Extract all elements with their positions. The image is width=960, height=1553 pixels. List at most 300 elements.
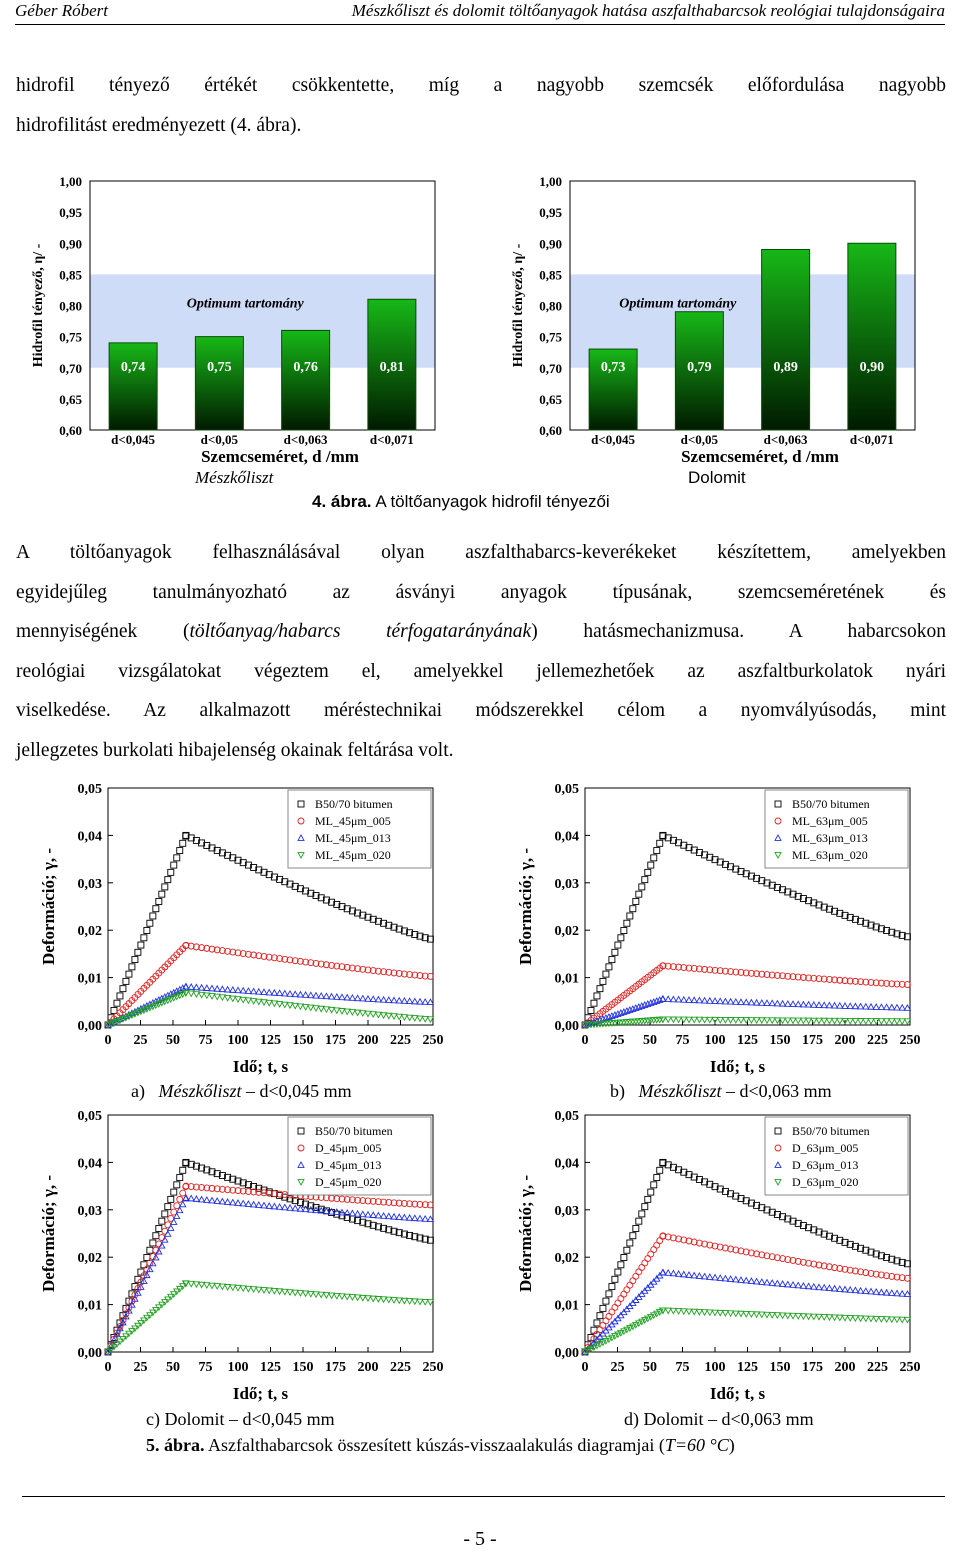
x-axis-label: Idő; t, s [232, 1057, 289, 1076]
x-tick-label: 0 [104, 1360, 112, 1375]
data-point [355, 995, 361, 1000]
data-point [642, 1204, 648, 1210]
data-point [863, 1288, 869, 1293]
fig5-sublabel-c: c) Dolomit – d<0,045 mm [146, 1409, 335, 1429]
body-line-2: egyidejűleg tanulmányozható az ásványi anyagok típusának, szemcseméretének és [16, 581, 946, 603]
fig5-caption-close: ) [728, 1435, 735, 1455]
x-tick-label: 25 [610, 1360, 625, 1375]
data-point [162, 884, 168, 890]
data-point [153, 906, 159, 912]
data-point [639, 1211, 645, 1217]
data-point [230, 987, 236, 992]
data-point [712, 1275, 718, 1280]
data-point [790, 1018, 796, 1023]
data-point [800, 1002, 806, 1007]
data-point [702, 998, 708, 1003]
intro-line-2: hidrofilitást eredményezett (4. ábra). [16, 114, 302, 136]
y-tick-label: 0,05 [554, 782, 579, 797]
data-point [743, 1018, 749, 1023]
data-point [651, 1182, 657, 1188]
data-point [240, 1201, 246, 1206]
data-point [618, 1262, 624, 1268]
data-point [174, 1182, 180, 1188]
legend-entry: D_63μm_013 [792, 1158, 859, 1172]
data-point [401, 1214, 407, 1219]
data-point [769, 1000, 775, 1005]
x-tick-label: 75 [198, 1033, 213, 1048]
y-tick-label: 0,60 [539, 423, 562, 438]
sub-b-letter: b) [610, 1081, 625, 1101]
legend-entry: B50/70 bitumen [792, 1124, 870, 1138]
data-point [648, 862, 654, 868]
bar-value-label: 0,89 [773, 359, 798, 375]
data-point [676, 1017, 682, 1022]
page-number: - 5 - [463, 1528, 497, 1550]
y-tick-label: 0,01 [77, 971, 102, 987]
data-point [816, 1284, 822, 1289]
data-point [884, 1290, 890, 1295]
data-point [624, 1247, 630, 1253]
x-category-label: d<0,05 [200, 432, 239, 447]
data-point [722, 998, 728, 1003]
data-point [816, 1018, 822, 1023]
data-point [868, 1004, 874, 1009]
chart-hydrophil-dolomit [500, 165, 950, 465]
data-point [691, 1273, 697, 1278]
data-point [636, 891, 642, 897]
data-point [627, 1282, 633, 1288]
data-point [852, 1287, 858, 1292]
data-point [422, 999, 428, 1004]
data-point [657, 1167, 663, 1173]
legend-entry: D_45μm_020 [315, 1175, 382, 1189]
x-tick-label: 75 [675, 1033, 690, 1048]
data-point [165, 877, 171, 883]
fig5-caption-label: 5. ábra. [146, 1435, 205, 1455]
data-point [135, 949, 141, 955]
data-point [837, 1286, 843, 1291]
data-point [754, 1279, 760, 1284]
bar-value-label: 0,73 [600, 359, 626, 375]
data-point [612, 1276, 618, 1282]
data-point [396, 998, 402, 1003]
x-category-label: d<0,063 [283, 432, 328, 447]
data-point [159, 891, 165, 897]
data-point [717, 998, 723, 1003]
sub-a-material: Mészkőliszt [158, 1081, 242, 1101]
data-point [230, 1200, 236, 1205]
x-category-label: d<0,045 [111, 432, 156, 447]
chart-hydrophil-meszkoliszt [20, 165, 470, 465]
x-category-label: d<0,071 [849, 432, 894, 447]
data-point [769, 1280, 775, 1285]
data-point [171, 1189, 177, 1195]
fig4-sublabel-left: Mészkőliszt [195, 468, 274, 487]
data-point [621, 928, 627, 934]
data-point [180, 1167, 186, 1173]
data-point [349, 995, 355, 1000]
data-point [188, 1195, 194, 1200]
data-point [603, 971, 609, 977]
data-point [600, 978, 606, 984]
fig5-sublabel-d: d) Dolomit – d<0,063 mm [624, 1409, 814, 1429]
data-point [199, 985, 205, 990]
data-point [811, 1018, 817, 1023]
data-point [743, 1278, 749, 1283]
data-point [728, 1276, 734, 1281]
data-point [707, 1017, 713, 1022]
data-point [665, 1017, 671, 1022]
x-category-label: d<0,045 [591, 432, 636, 447]
data-point [873, 1004, 879, 1009]
sub-a-letter: a) [131, 1081, 145, 1101]
y-tick-label: 0,95 [59, 205, 82, 221]
data-point [165, 1204, 171, 1210]
y-tick-label: 0,00 [554, 1019, 579, 1034]
body-line-1: A töltőanyagok felhasználásával olyan aszfalthabarcs-keverékeket készítettem, amelyekben [16, 542, 946, 563]
fig4-caption-label: 4. ábra. [312, 492, 372, 511]
data-point [633, 1273, 639, 1279]
data-point [609, 1309, 615, 1315]
data-point [800, 1018, 806, 1023]
data-point [842, 1003, 848, 1008]
data-point [159, 1218, 165, 1224]
data-point [365, 1212, 371, 1217]
data-point [256, 1202, 262, 1207]
data-point [287, 1205, 293, 1210]
data-point [722, 1017, 728, 1022]
legend-entry: B50/70 bitumen [315, 797, 393, 811]
data-point [696, 1017, 702, 1022]
x-axis-label: Szemcseméret, d /mm [201, 447, 359, 465]
data-point [174, 855, 180, 861]
legend-entry: D_45μm_005 [315, 1141, 382, 1155]
data-point [132, 957, 138, 963]
data-point [785, 1001, 791, 1006]
data-point [606, 964, 612, 970]
data-point [360, 996, 366, 1001]
data-point [147, 1247, 153, 1253]
y-tick-label: 0,90 [539, 236, 562, 252]
data-point [266, 989, 272, 994]
data-point [344, 995, 350, 1000]
legend-entry: ML_63μm_005 [792, 814, 868, 828]
data-point [873, 1019, 879, 1024]
y-tick-label: 0,01 [77, 1298, 102, 1314]
x-category-label: d<0,05 [680, 432, 719, 447]
data-point [349, 1210, 355, 1215]
data-point [235, 987, 241, 992]
data-point [591, 1000, 597, 1006]
y-tick-label: 0,04 [77, 829, 102, 845]
data-point [123, 978, 129, 984]
data-point [171, 862, 177, 868]
data-point [594, 993, 600, 999]
data-point [621, 1291, 627, 1297]
data-point [821, 1285, 827, 1290]
fig4-caption [312, 492, 610, 512]
y-tick-label: 0,01 [554, 1298, 579, 1314]
data-point [639, 1264, 645, 1270]
data-point [733, 999, 739, 1004]
x-tick-label: 225 [867, 1360, 888, 1375]
data-point [606, 1291, 612, 1297]
data-point [375, 996, 381, 1001]
x-tick-label: 125 [260, 1360, 281, 1375]
y-tick-label: 0,65 [539, 391, 562, 407]
x-tick-label: 250 [422, 1033, 444, 1048]
x-tick-label: 100 [704, 1033, 726, 1048]
data-point [702, 1017, 708, 1022]
data-point [728, 1017, 734, 1022]
data-point [889, 1290, 895, 1295]
data-point [686, 1017, 692, 1022]
data-point [894, 1290, 900, 1295]
data-point [627, 1240, 633, 1246]
data-point [847, 1003, 853, 1008]
y-axis-label: Hidrofil tényező, η/ - [31, 243, 46, 368]
x-tick-label: 150 [769, 1033, 791, 1048]
data-point [764, 1280, 770, 1285]
data-point [878, 1004, 884, 1009]
data-point [180, 1190, 186, 1196]
y-axis-label: Deformáció; γ, - [516, 1175, 535, 1292]
y-tick-label: 0,03 [554, 876, 579, 892]
y-tick-label: 0,65 [59, 391, 82, 407]
y-tick-label: 0,04 [554, 1156, 579, 1172]
x-tick-label: 25 [133, 1360, 148, 1375]
bar [109, 343, 157, 430]
y-tick-label: 0,85 [59, 267, 82, 283]
data-point [657, 840, 663, 846]
data-point [642, 1260, 648, 1266]
x-tick-label: 200 [357, 1033, 379, 1048]
data-point [615, 1269, 621, 1275]
data-point [401, 998, 407, 1003]
data-point [811, 1002, 817, 1007]
y-tick-label: 0,05 [554, 1109, 579, 1124]
data-point [899, 1019, 905, 1024]
legend-entry: D_63μm_005 [792, 1141, 859, 1155]
data-point [391, 1214, 397, 1219]
data-point [654, 848, 660, 854]
data-point [826, 1002, 832, 1007]
data-point [899, 1005, 905, 1010]
data-point [832, 1286, 838, 1291]
data-point [842, 1286, 848, 1291]
chart-creep-b [515, 778, 927, 1080]
data-point [894, 1005, 900, 1010]
data-point [806, 1002, 812, 1007]
data-point [126, 971, 132, 977]
data-point [630, 1233, 636, 1239]
data-point [630, 906, 636, 912]
chart-creep-c [38, 1105, 450, 1407]
data-point [600, 1305, 606, 1311]
data-point [691, 997, 697, 1002]
data-point [645, 1256, 651, 1262]
data-point [780, 1281, 786, 1286]
data-point [147, 920, 153, 926]
data-point [129, 964, 135, 970]
data-point [826, 1018, 832, 1023]
x-axis-label: Szemcseméret, d /mm [681, 447, 839, 465]
bar [848, 243, 896, 430]
fig5-caption-text: Aszfalthabarcsok összesített kúszás-visszaalakulás diagramjai ( [204, 1435, 665, 1455]
x-tick-label: 175 [802, 1360, 823, 1375]
fig4-sublabel-right: Dolomit [688, 468, 746, 487]
data-point [117, 993, 123, 999]
body-paragraph [16, 533, 946, 771]
body-line-5: viselkedése. Az alkalmazott méréstechnikai módszerekkel célom a nyomvályúsodás, mint [16, 700, 946, 722]
data-point [795, 1018, 801, 1023]
header-title: Mészkőliszt és dolomit töltőanyagok hatása aszfalthabarcsok reológiai tulajdonságaira [351, 1, 945, 20]
data-point [696, 1273, 702, 1278]
x-tick-label: 150 [292, 1033, 314, 1048]
data-point [292, 1205, 298, 1210]
body-line-3a: mennyiségének ( [16, 621, 190, 643]
sub-a-size: – d<0,045 mm [241, 1081, 352, 1101]
data-point [177, 848, 183, 854]
data-point [204, 1197, 210, 1202]
data-point [303, 992, 309, 997]
data-point [171, 1219, 177, 1224]
data-point [209, 985, 215, 990]
x-axis-label: Idő; t, s [709, 1384, 766, 1403]
data-point [873, 1289, 879, 1294]
bar-value-label: 0,76 [293, 359, 318, 375]
data-point [365, 996, 371, 1001]
data-point [670, 996, 676, 1001]
x-tick-label: 50 [643, 1360, 657, 1375]
data-point [588, 1007, 594, 1013]
data-point [627, 913, 633, 919]
data-point [863, 1019, 869, 1024]
y-tick-label: 0,90 [59, 236, 82, 252]
legend-entry: ML_45μm_005 [315, 814, 391, 828]
body-line-3-italic: töltőanyag/habarcs térfogatarányának [189, 621, 532, 643]
data-point [308, 992, 314, 997]
data-point [245, 1201, 251, 1206]
data-point [800, 1283, 806, 1288]
data-point [738, 1277, 744, 1282]
data-point [686, 997, 692, 1002]
data-point [707, 998, 713, 1003]
data-point [618, 935, 624, 941]
y-tick-label: 0,02 [77, 924, 102, 940]
data-point [360, 1211, 366, 1216]
data-point [651, 1247, 657, 1253]
body-line-3c: ) hatásmechanizmusa. A habarcsokon [531, 621, 946, 643]
data-point [603, 1298, 609, 1304]
x-tick-label: 200 [834, 1033, 856, 1048]
data-point [214, 986, 220, 991]
data-point [759, 1279, 765, 1284]
y-tick-label: 0,01 [554, 971, 579, 987]
data-point [329, 994, 335, 999]
data-point [821, 1002, 827, 1007]
data-point [645, 869, 651, 875]
data-point [681, 997, 687, 1002]
legend-entry: ML_63μm_020 [792, 848, 868, 862]
x-tick-label: 100 [227, 1033, 249, 1048]
data-point [282, 1204, 288, 1209]
data-point [150, 913, 156, 919]
data-point [702, 1274, 708, 1279]
data-point [177, 1175, 183, 1181]
y-tick-label: 0,80 [539, 298, 562, 314]
x-tick-label: 200 [834, 1360, 856, 1375]
x-tick-label: 125 [260, 1033, 281, 1048]
data-point [816, 1002, 822, 1007]
data-point [339, 994, 345, 999]
data-point [600, 1322, 606, 1328]
y-tick-label: 0,03 [77, 876, 102, 892]
data-point [654, 1242, 660, 1248]
data-point [141, 935, 147, 941]
y-axis-label: Hidrofil tényező, η/ - [511, 243, 526, 368]
x-category-label: d<0,063 [763, 432, 808, 447]
data-point [292, 991, 298, 996]
data-point [733, 1018, 739, 1023]
x-tick-label: 50 [166, 1360, 180, 1375]
y-tick-label: 0,75 [539, 329, 562, 345]
data-point [612, 949, 618, 955]
data-point [138, 942, 144, 948]
data-point [245, 988, 251, 993]
x-tick-label: 175 [325, 1360, 346, 1375]
data-point [615, 1300, 621, 1306]
data-point [670, 1017, 676, 1022]
data-point [180, 840, 186, 846]
x-tick-label: 250 [422, 1360, 444, 1375]
data-point [722, 1276, 728, 1281]
data-point [168, 869, 174, 875]
data-point [785, 1281, 791, 1286]
data-point [852, 1003, 858, 1008]
data-point [313, 993, 319, 998]
data-point [375, 1213, 381, 1218]
data-point [609, 957, 615, 963]
data-point [407, 1215, 413, 1220]
data-point [177, 1207, 183, 1212]
data-point [597, 1313, 603, 1319]
data-point [153, 1233, 159, 1239]
y-tick-label: 1,00 [539, 174, 562, 189]
data-point [323, 993, 329, 998]
data-point [748, 1278, 754, 1283]
body-line-6: jellegzetes burkolati hibajelenség okainak feltárása volt. [16, 739, 454, 761]
data-point [225, 1199, 231, 1204]
y-tick-label: 0,02 [554, 1251, 579, 1267]
data-point [811, 1284, 817, 1289]
data-point [609, 1284, 615, 1290]
data-point [193, 1196, 199, 1201]
optimum-band-label: Optimum tartomány [186, 296, 304, 312]
data-point [665, 996, 671, 1001]
bar-value-label: 0,81 [379, 359, 405, 375]
data-point [676, 1271, 682, 1276]
x-tick-label: 100 [227, 1360, 249, 1375]
data-point [287, 991, 293, 996]
data-point [156, 1225, 162, 1231]
data-point [396, 1214, 402, 1219]
data-point [618, 1296, 624, 1302]
data-point [738, 1018, 744, 1023]
data-point [615, 942, 621, 948]
body-line-3 [16, 612, 946, 652]
data-point [266, 1203, 272, 1208]
